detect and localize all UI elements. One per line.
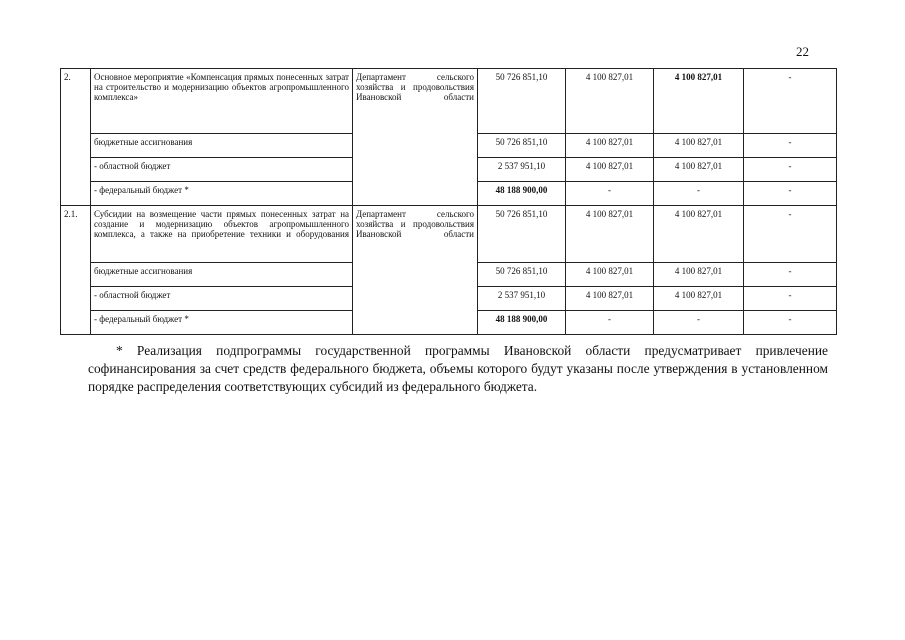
value-cell: 48 188 900,00 — [478, 311, 566, 335]
value-cell: 4 100 827,01 — [654, 69, 744, 134]
value-cell: - — [744, 134, 837, 158]
funding-label: - областной бюджет — [91, 287, 353, 311]
funding-label: - федеральный бюджет * — [91, 182, 353, 206]
value-cell: - — [566, 182, 654, 206]
value-cell: - — [654, 311, 744, 335]
value-cell: 4 100 827,01 — [566, 206, 654, 263]
row-number: 2. — [61, 69, 91, 206]
value-cell: 50 726 851,10 — [478, 134, 566, 158]
row-number: 2.1. — [61, 206, 91, 335]
value-cell: 50 726 851,10 — [478, 263, 566, 287]
value-cell: 4 100 827,01 — [566, 134, 654, 158]
value-cell: 4 100 827,01 — [566, 287, 654, 311]
budget-table — [60, 68, 837, 335]
value-cell: - — [744, 182, 837, 206]
value-cell: 4 100 827,01 — [654, 134, 744, 158]
funding-label: бюджетные ассигнования — [91, 134, 353, 158]
value-cell: 2 537 951,10 — [478, 158, 566, 182]
funding-label: бюджетные ассигнования — [91, 263, 353, 287]
value-cell: 50 726 851,10 — [478, 206, 566, 263]
value-cell: 4 100 827,01 — [654, 287, 744, 311]
funding-label: - федеральный бюджет * — [91, 311, 353, 335]
executor-cell: Департамент сельского хозяйства и продовольствия Ивановской области — [353, 206, 478, 335]
value-cell: - — [744, 206, 837, 263]
value-cell: 4 100 827,01 — [654, 263, 744, 287]
value-cell: 48 188 900,00 — [478, 182, 566, 206]
value-cell: - — [744, 69, 837, 134]
value-cell: - — [654, 182, 744, 206]
value-cell: 4 100 827,01 — [566, 158, 654, 182]
value-cell: 4 100 827,01 — [654, 206, 744, 263]
value-cell: - — [744, 263, 837, 287]
value-cell: 4 100 827,01 — [654, 158, 744, 182]
value-cell: 2 537 951,10 — [478, 287, 566, 311]
value-cell: - — [744, 287, 837, 311]
table-row — [61, 69, 837, 134]
value-cell: 4 100 827,01 — [566, 69, 654, 134]
value-cell: 50 726 851,10 — [478, 69, 566, 134]
footnote: * Реализация подпрограммы государственной программы Ивановской области предусматривает привлечение софинансирования за счет средств федерального бюджета, объемы которого будут указаны после утверждения в установленном порядке распределения соответствующих субсидий из федерального бюджета. — [88, 343, 828, 394]
table-row — [61, 206, 837, 263]
value-cell: - — [744, 311, 837, 335]
page-number: 22 — [796, 44, 809, 59]
measure-name: Субсидии на возмещение части прямых понесенных затрат на создание и модернизацию объектов агропромышленного комплекса, а также на приобретение техники и оборудования — [91, 206, 353, 263]
funding-label: - областной бюджет — [91, 158, 353, 182]
value-cell: - — [744, 158, 837, 182]
measure-name: Основное мероприятие «Компенсация прямых понесенных затрат на строительство и модернизацию объектов агропромышленного комплекса» — [91, 69, 353, 134]
value-cell: - — [566, 311, 654, 335]
value-cell: 4 100 827,01 — [566, 263, 654, 287]
executor-cell: Департамент сельского хозяйства и продовольствия Ивановской области — [353, 69, 478, 206]
